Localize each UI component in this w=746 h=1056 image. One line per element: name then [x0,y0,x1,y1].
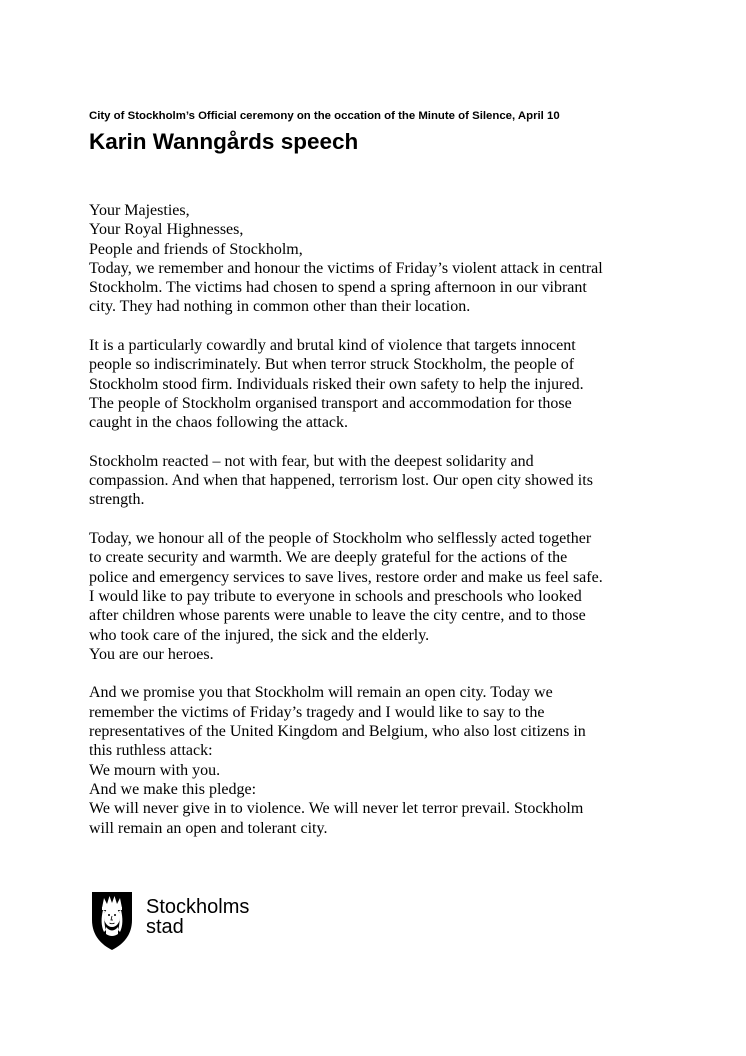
speech-line: caught in the chaos following the attack. [89,414,349,432]
logo-text-line2: stad [146,916,184,938]
speech-line: representatives of the United Kingdom and Belgium, who also lost citizens in [89,723,586,741]
ceremony-subtitle: City of Stockholm’s Official ceremony on the occation of the Minute of Silence, April 10 [89,110,560,122]
speech-line: Stockholm stood firm. Individuals risked their own safety to help the injured. [89,375,584,393]
speech-line: compassion. And when that happened, terrorism lost. Our open city showed its [89,472,593,490]
speech-line: remember the victims of Friday’s tragedy and I would like to say to the [89,703,545,721]
speech-line: And we promise you that Stockholm will remain an open city. Today we [89,684,553,702]
stockholms-stad-logo [90,890,280,954]
speech-line: Your Majesties, [89,202,190,219]
speech-paragraph [89,683,689,837]
speech-line: this ruthless attack: [89,742,213,760]
speech-title: Karin Wanngårds speech [89,129,359,154]
city-crest-icon [90,890,134,952]
speech-line: Stockholm. The victims had chosen to spend a spring afternoon in our vibrant [89,279,587,297]
speech-line: Your Royal Highnesses, [89,221,244,239]
speech-line: people so indiscriminately. But when terror struck Stockholm, the people of [89,356,575,374]
speech-line: will remain an open and tolerant city. [89,819,328,837]
speech-line: strength. [89,491,145,509]
speech-line: We will never give in to violence. We will never let terror prevail. Stockholm [89,800,584,818]
speech-line: People and friends of Stockholm, [89,240,303,258]
speech-line: Today, we honour all of the people of Stockholm who selflessly acted together [89,530,592,548]
speech-line: We mourn with you. [89,761,221,779]
speech-line: to create security and warmth. We are deeply grateful for the actions of the [89,549,568,567]
speech-line: The people of Stockholm organised transport and accommodation for those [89,394,572,412]
speech-line: You are our heroes. [89,645,214,663]
speech-line: who took care of the injured, the sick and the elderly. [89,626,430,644]
speech-paragraph [89,201,689,317]
speech-line: city. They had nothing in common other than their location. [89,298,471,316]
logo-text-line1: Stockholms [146,896,250,918]
speech-line: I would like to pay tribute to everyone in schools and preschools who looked [89,587,582,605]
speech-body [89,201,689,838]
speech-line: Stockholm reacted – not with fear, but with the deepest solidarity and [89,452,534,470]
speech-line: And we make this pledge: [89,780,257,798]
speech-line: It is a particularly cowardly and brutal kind of violence that targets innocent [89,337,576,355]
speech-paragraph [89,336,689,432]
speech-line: police and emergency services to save lives, restore order and make us feel safe. [89,568,603,586]
speech-paragraph [89,452,689,510]
speech-line: after children whose parents were unable to leave the city centre, and to those [89,607,586,625]
speech-line: Today, we remember and honour the victims of Friday’s violent attack in central [89,259,603,277]
speech-paragraph [89,529,689,664]
